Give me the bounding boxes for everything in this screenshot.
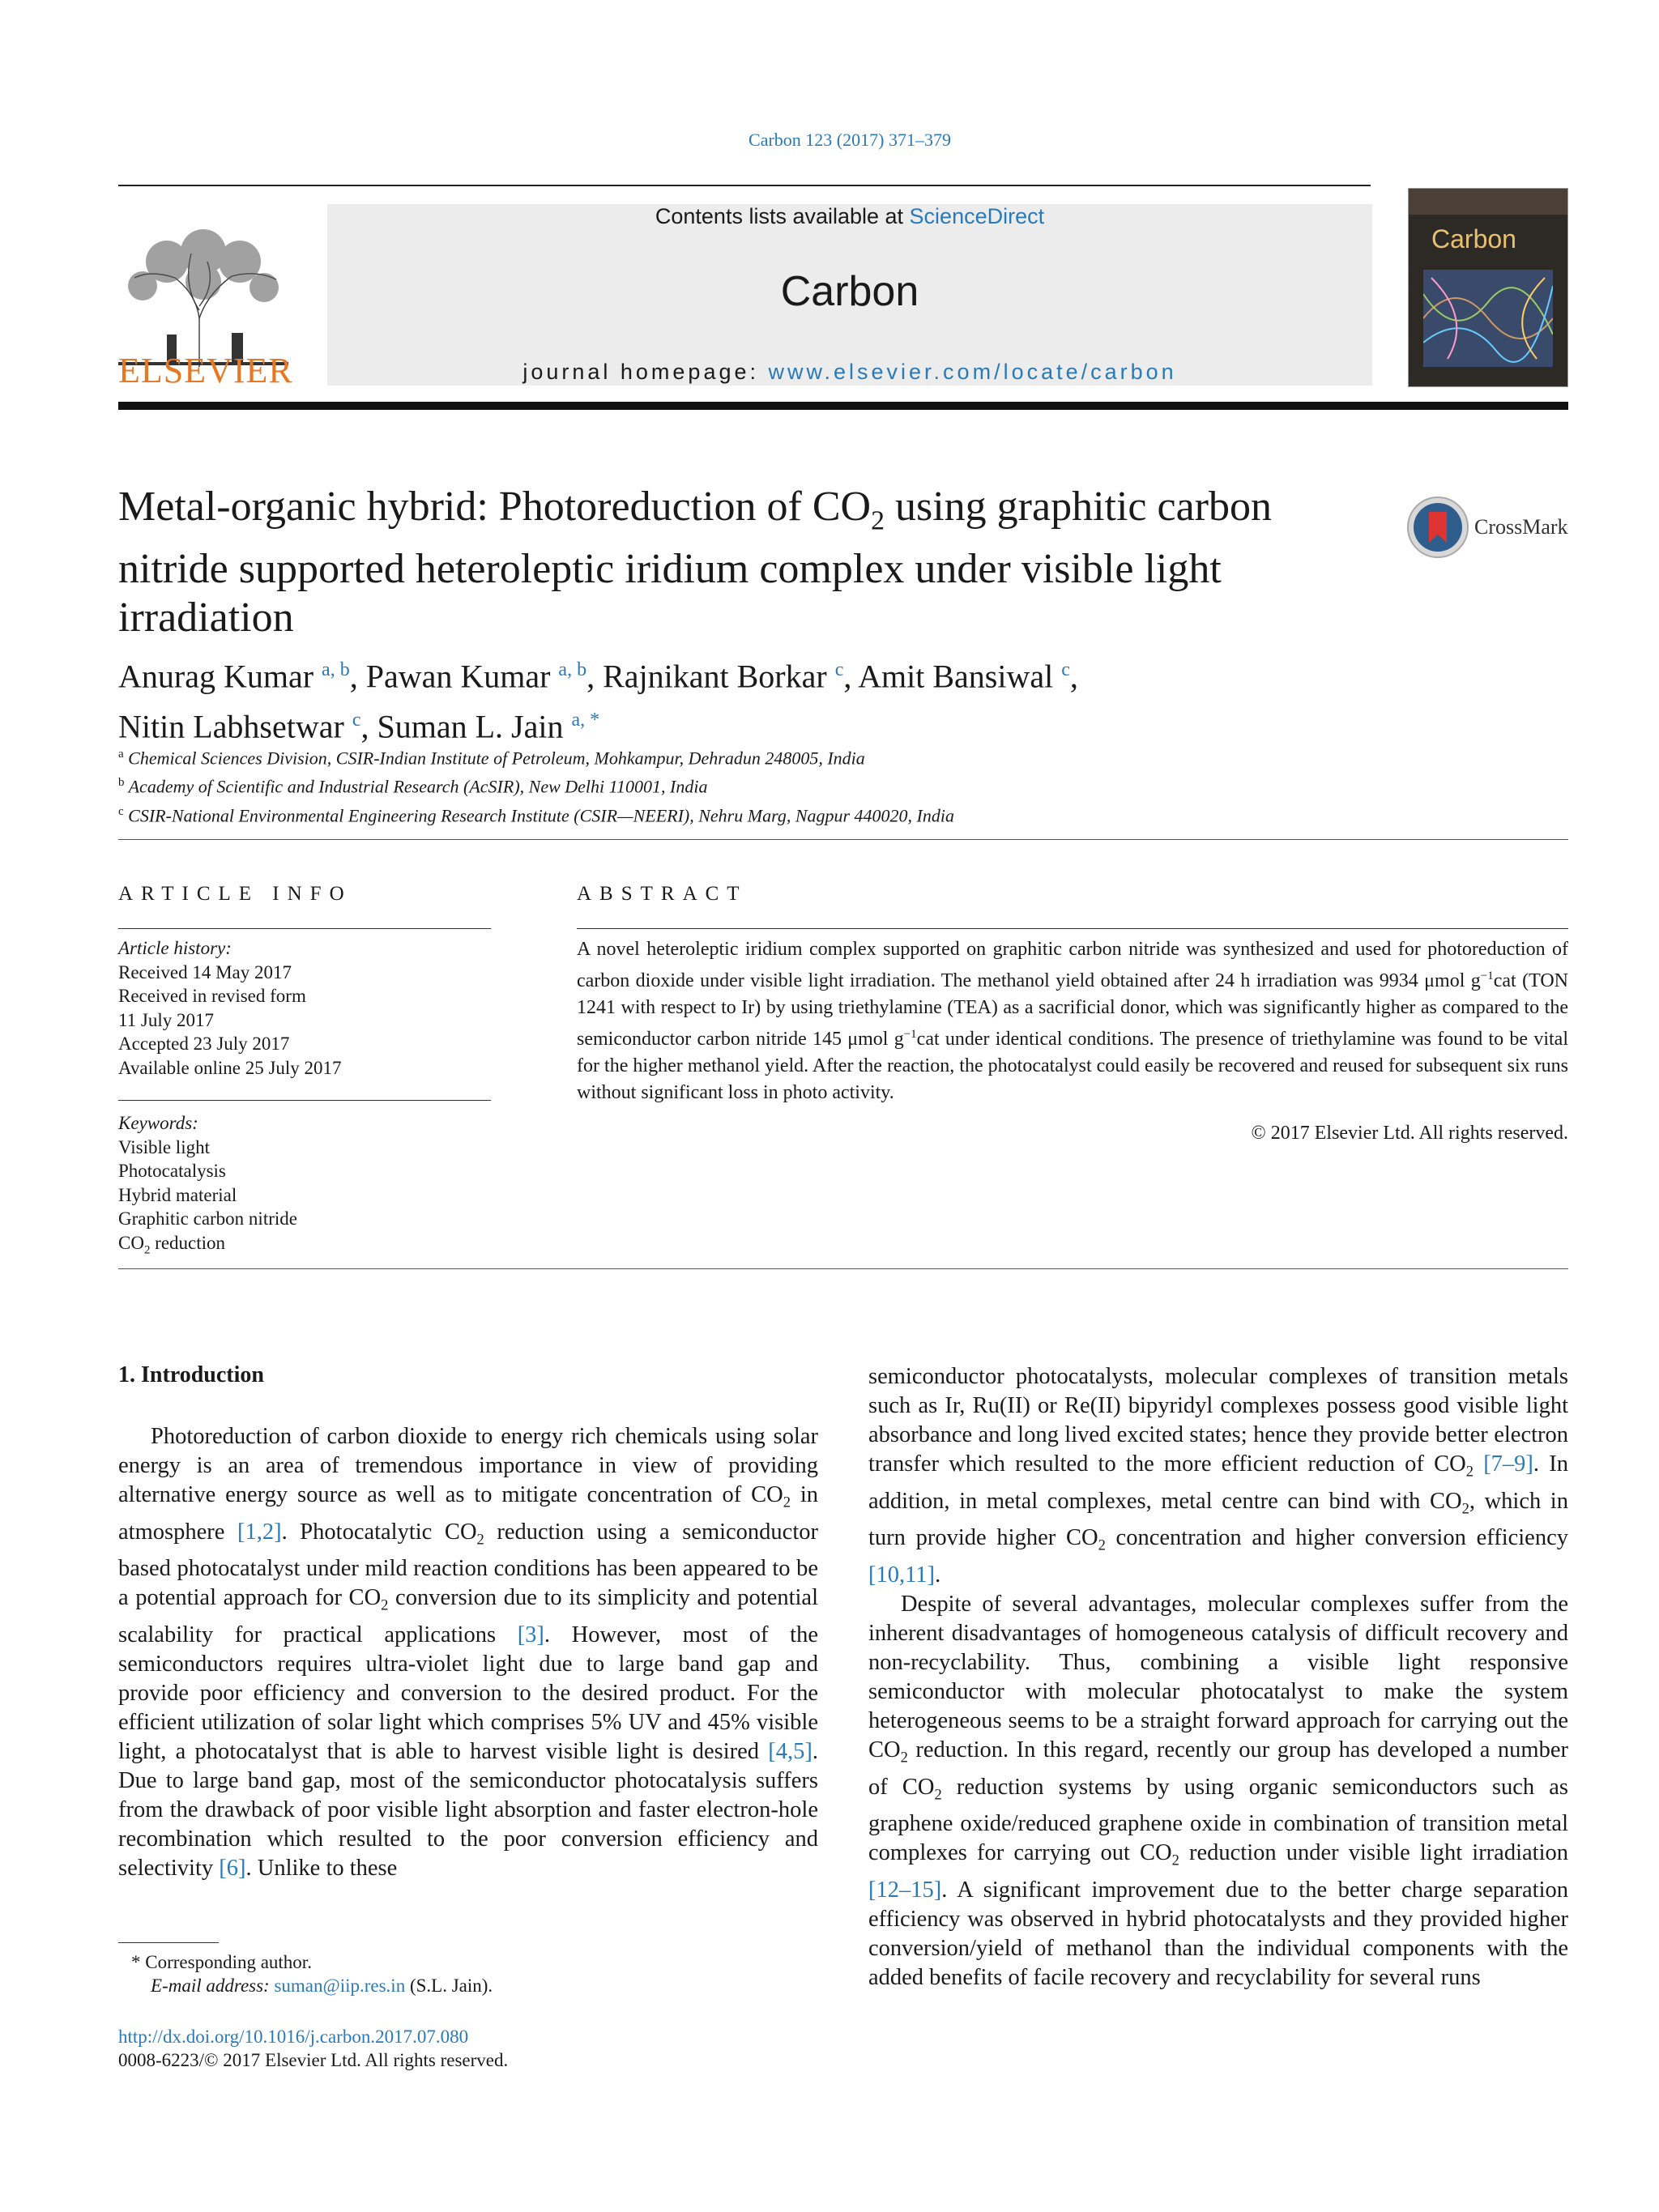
homepage-prefix: journal homepage: [522, 360, 769, 384]
author-affiliation-mark[interactable]: a, b [558, 659, 587, 680]
keyword-co2-post: reduction [150, 1232, 226, 1253]
co2-subscript: 2 [476, 1531, 484, 1549]
text-run: . In addition, in metal complexes, metal centre can bind with CO [868, 1451, 1568, 1514]
keyword-co2-pre: CO [118, 1232, 144, 1253]
text-run: , which in turn provide higher CO [868, 1488, 1568, 1551]
abstract-superscript: −1 [1480, 970, 1494, 982]
contents-prefix: Contents lists available at [655, 204, 910, 228]
author-name[interactable]: Suman L. Jain [377, 708, 564, 745]
author-name[interactable]: Anurag Kumar [118, 658, 314, 695]
footnote-rule [118, 1942, 219, 1943]
affiliation-mark: c [118, 804, 124, 818]
article-title [118, 483, 1366, 642]
journal-cover-image[interactable] [1408, 188, 1568, 387]
article-history [118, 936, 491, 1080]
citation-link[interactable]: [4,5] [768, 1739, 812, 1765]
abstract-part-3: cat under identical conditions. The presence of triethylamine was found to be vital for the higher methanol yield. After the reaction, the photocatalyst could easily be recovered and reused for subsequent six runs without significant loss in photo activity. [577, 1029, 1568, 1103]
author-affiliation-mark[interactable]: c [834, 659, 844, 680]
corresponding-author-footnote [118, 1950, 815, 1997]
history-line: 11 July 2017 [118, 1009, 214, 1030]
text-run: reduction systems by using organic semiconductors such as graphene oxide/reduced graphene oxide in combination of transition metal complexes for carrying out CO [868, 1774, 1568, 1866]
history-label: Article history: [118, 938, 232, 958]
footnote-mark: * [131, 1952, 141, 1972]
author-name[interactable]: Amit Bansiwal [858, 658, 1054, 695]
co2-subscript: 2 [783, 1494, 791, 1511]
history-line: Accepted 23 July 2017 [118, 1034, 290, 1054]
affiliation-text: Chemical Sciences Division, CSIR-Indian Institute of Petroleum, Mohkampur, Dehradun 248005, India [128, 748, 865, 769]
cover-graphic [1423, 270, 1553, 367]
author-name[interactable]: Pawan Kumar [365, 658, 551, 695]
affiliation-item [118, 742, 1495, 770]
affiliations [118, 742, 1495, 828]
history-line: Received in revised form [118, 986, 306, 1006]
section-heading-introduction: 1. Introduction [118, 1362, 264, 1387]
abstract-text [577, 936, 1568, 1106]
abstract-rule [577, 928, 1568, 929]
co2-subscript: 2 [381, 1597, 389, 1615]
abstract-copyright: © 2017 Elsevier Ltd. All rights reserved. [1251, 1123, 1568, 1144]
intro-paragraph-1-cont [868, 1364, 1568, 1588]
affiliation-mark: b [118, 776, 125, 790]
crossmark-label: CrossMark [1474, 515, 1568, 539]
citation-link[interactable]: [10,11] [868, 1562, 936, 1588]
text-run: conversion due to its simplicity and potential scalability for practical applications [118, 1585, 818, 1648]
article-info-heading: ARTICLE INFO [118, 883, 352, 905]
affiliation-item [118, 770, 1495, 799]
text-run: Photoreduction of carbon dioxide to energy rich chemicals using solar energy is an area of tremendous importance in view of providing alternative energy source as well as to mitigate concentration of CO [118, 1424, 818, 1507]
keyword: Graphitic carbon nitride [118, 1208, 297, 1229]
author-list: Anurag Kumar $^{a, b}$, Pawan Kumar $^{a, b}$, Rajnikant Borkar $^c$, Amit Bansiwal $^c$, Nitin Labhsetwar $^c$, Suman L. Jain $^{a, *}$ [118, 658, 1078, 745]
issn-line: 0008-6223/© 2017 Elsevier Ltd. All rights reserved. [118, 2050, 509, 2070]
co2-subscript: 2 [934, 1786, 942, 1804]
citation-link[interactable]: [1,2] [237, 1519, 282, 1545]
email-link[interactable]: suman@iip.res.in [274, 1975, 406, 1996]
history-line: Received 14 May 2017 [118, 961, 292, 982]
co2-subscript: 2 [1098, 1537, 1106, 1555]
footnote-line [118, 1950, 815, 1974]
affiliation-item [118, 799, 1495, 828]
keywords-rule [118, 1100, 491, 1101]
header-thick-rule [118, 402, 1568, 410]
crossmark-badge[interactable] [1406, 496, 1568, 559]
cover-title: Carbon [1431, 224, 1516, 254]
text-run: . Photocatalytic CO [281, 1519, 477, 1545]
keyword: Hybrid material [118, 1184, 237, 1205]
intro-paragraph-2 [868, 1590, 1568, 1993]
email-owner: (S.L. Jain). [405, 1975, 493, 1996]
sciencedirect-link[interactable]: ScienceDirect [909, 204, 1045, 228]
email-label: E-mail address: [151, 1975, 275, 1996]
affiliation-mark: a [118, 748, 124, 761]
elsevier-wordmark: ELSEVIER [118, 351, 293, 390]
author-affiliation-mark[interactable]: a, b [322, 659, 350, 680]
keyword [118, 1231, 491, 1263]
footnote-label: Corresponding author. [145, 1952, 312, 1972]
text-run: . [935, 1562, 941, 1588]
homepage-line [327, 360, 1372, 385]
abstract-part-2: cat (TON 1241 with respect to Ir) by using triethylamine (TEA) as a sacrificial donor, which was significantly higher as compared to the semiconductor carbon nitride 145 μmol g [577, 970, 1568, 1050]
text-run: . Unlike to these [245, 1856, 398, 1882]
title-line1-pre: Metal-organic hybrid: Photoreduction of CO [118, 484, 872, 530]
author-affiliation-mark[interactable]: a, * [571, 710, 600, 731]
footnote-email-line [118, 1974, 815, 1997]
citation-link[interactable]: [12–15] [868, 1877, 942, 1903]
text-run: . However, most of the semiconductors requires ultra-violet light due to large band gap and provide poor efficiency and conversion to the desired product. For the efficient utilization of solar light which comprises 5% UV and 45% visible light, a photocatalyst that is able to harvest visible light is desired [118, 1622, 818, 1765]
journal-name: Carbon [780, 268, 919, 315]
co2-subscript: 2 [900, 1749, 908, 1767]
section-rule [118, 839, 1568, 840]
homepage-link[interactable]: www.elsevier.com/locate/carbon [768, 360, 1177, 384]
author-affiliation-mark[interactable]: c [1061, 659, 1070, 680]
abstract-heading: ABSTRACT [577, 883, 748, 905]
text-run: . A significant improvement due to the better charge separation efficiency was observed in hybrid photocatalysts and they provided higher conversion/yield of methanol than the individual components with the added benefits of facile recovery and recyclability for several runs [868, 1877, 1568, 1991]
doi-block [118, 2025, 815, 2072]
affiliation-text: Academy of Scientific and Industrial Research (AcSIR), New Delhi 110001, India [128, 776, 708, 797]
title-line3: irradiation [118, 595, 294, 641]
intro-paragraph-1 [118, 1422, 818, 1883]
author-name[interactable]: Nitin Labhsetwar [118, 708, 344, 745]
title-co2-subscript: 2 [871, 505, 885, 536]
contents-line [327, 204, 1372, 229]
text-run: in atmosphere [118, 1482, 819, 1545]
citation-link[interactable]: [7–9] [1483, 1451, 1533, 1477]
text-run: reduction under visible light irradiation [1179, 1840, 1568, 1866]
doi-link[interactable]: http://dx.doi.org/10.1016/j.carbon.2017.07.080 [118, 2027, 469, 2047]
keyword: Visible light [118, 1136, 210, 1157]
history-line: Available online 25 July 2017 [118, 1057, 342, 1078]
text-run: reduction using a semiconductor based photocatalyst under mild reaction conditions has been appeared to be a potential approach for CO [118, 1519, 818, 1611]
author-name[interactable]: Rajnikant Borkar [603, 658, 827, 695]
citation-link[interactable]: [3] [517, 1622, 544, 1648]
text-run: reduction. In this regard, recently our group has developed a number of CO [868, 1737, 1568, 1800]
keyword-co2-subscript: 2 [143, 1243, 151, 1257]
text-run: semiconductor photocatalysts, molecular complexes of transition metals such as Ir, Ru(II) or Re(II) bipyridyl complexes possess good visible light absorbance and long lived excited states; hence they provide better electron transfer which resulted to the more efficient reduction of CO [868, 1364, 1568, 1477]
co2-subscript: 2 [1465, 1463, 1473, 1481]
citation-link[interactable]: [6] [219, 1856, 246, 1882]
abstract-superscript: −1 [903, 1028, 917, 1041]
journal-citation[interactable]: Carbon 123 (2017) 371–379 [748, 130, 951, 150]
text-run: concentration and higher conversion efficiency [1105, 1525, 1568, 1551]
affiliation-text: CSIR-National Environmental Engineering Research Institute (CSIR—NEERI), Nehru Marg, Nagpur 440020, India [128, 804, 954, 825]
crossmark-icon [1406, 496, 1469, 559]
author-affiliation-mark[interactable]: c [352, 710, 361, 731]
keywords-label: Keywords: [118, 1113, 198, 1133]
body-column-right [868, 1362, 1568, 1993]
keyword: Photocatalysis [118, 1161, 226, 1181]
title-line2: nitride supported heteroleptic iridium complex under visible light [118, 546, 1222, 593]
keywords [118, 1111, 491, 1263]
text-run: Despite of several advantages, molecular complexes suffer from the inherent disadvantages of homogeneous catalysis of difficult recovery and non-recyclability. Thus, combining a visible light responsive semiconductor with molecular photocatalyst to make the system heterogeneous seems to be a straight forward approach for carrying out the CO [868, 1592, 1568, 1763]
article-info-rule [118, 928, 491, 929]
co2-subscript: 2 [1171, 1852, 1179, 1870]
body-column-left [118, 1422, 818, 1883]
co2-subscript: 2 [1461, 1500, 1469, 1518]
abstract-bottom-rule [118, 1268, 1568, 1269]
abstract-part-1: A novel heteroleptic iridium complex supported on graphitic carbon nitride was synthesized and used for photoreduction of carbon dioxide under visible light irradiation. The methanol yield obtained after 24 h irradiation was 9934 μmol g [577, 939, 1568, 991]
title-line1-post: using graphitic carbon [885, 484, 1272, 530]
header-rule [118, 185, 1371, 186]
text-run: . Due to large band gap, most of the semiconductor photocatalysis suffers from the drawback of poor visible light absorption and faster electron-hole recombination which resulted to the poor conversion efficiency and selectivity [118, 1739, 818, 1882]
